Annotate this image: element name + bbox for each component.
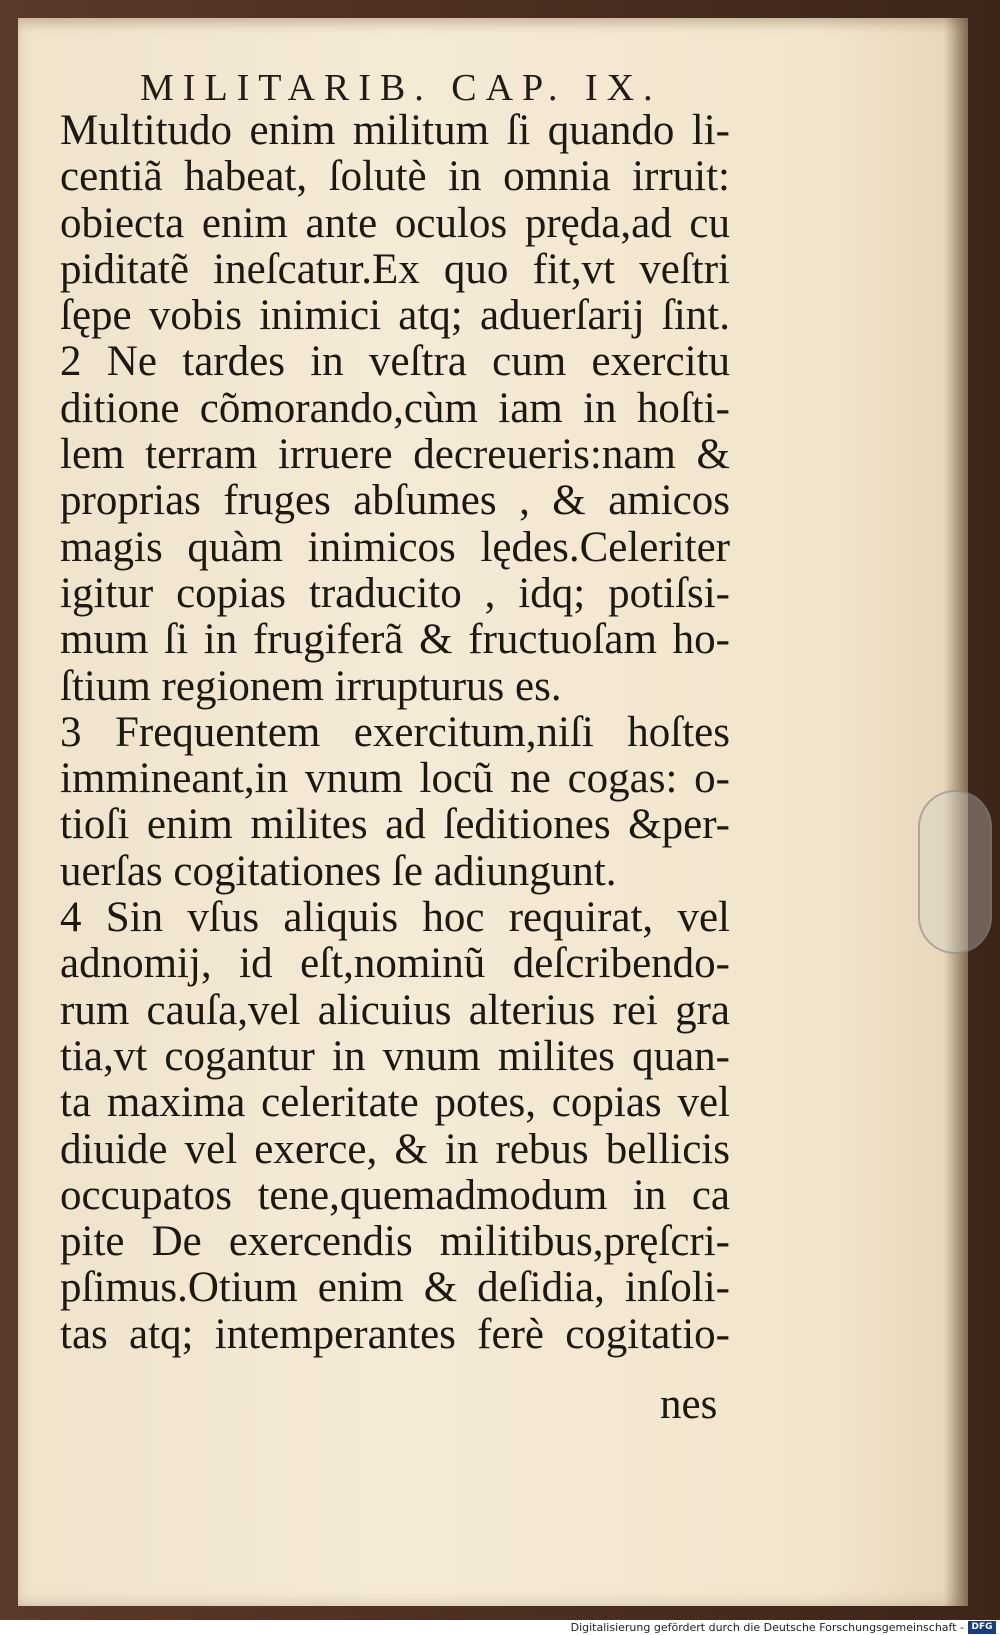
text-line: proprias fruges abſumes , & amicos xyxy=(60,478,730,525)
text-line: immineant,in vnum locũ ne cogas: o- xyxy=(60,756,730,803)
catchword: nes xyxy=(660,1381,718,1428)
text-line: centiã habeat, ſolutè in omnia irruit: xyxy=(60,154,730,201)
text-line: 2 Ne tardes in veſtra cum exercitu xyxy=(60,339,730,386)
dfg-logo: DFG xyxy=(968,1621,996,1634)
text-line: obiecta enim ante oculos pręda,ad cu xyxy=(60,200,730,247)
text-line: piditatẽ ineſcatur.Ex quo fit,vt veſtri xyxy=(60,246,730,293)
text-line: rum cauſa,vel alicuius alterius rei gra xyxy=(60,987,730,1034)
text-line: diuide vel exerce, & in rebus bellicis xyxy=(60,1126,730,1173)
text-line: 4 Sin vſus aliquis hoc requirat, vel xyxy=(60,895,730,942)
text-line: ditione cõmorando,cùm iam in hoſti- xyxy=(60,385,730,432)
text-line: tas atq; intemperantes ferè cogitatio- xyxy=(60,1311,730,1358)
footer-credit: Digitalisierung gefördert durch die Deutsche Forschungsgemeinschaft - xyxy=(570,1621,964,1634)
text-line: ta maxima celeritate potes, copias vel xyxy=(60,1080,730,1127)
text-line: adnomij, id eſt,nominũ deſcribendo- xyxy=(60,941,730,988)
text-line: ſtium regionem irrupturus es. xyxy=(60,663,562,710)
text-line: occupatos tene,quemadmodum in ca xyxy=(60,1172,730,1219)
text-line: ſępe vobis inimici atq; aduerſarij ſint. xyxy=(60,293,730,340)
running-head: MILITARIB. CAP. IX. xyxy=(140,67,662,109)
text-line: pite De exercendis militibus,pręſcri- xyxy=(60,1219,730,1266)
text-line: mum ſi in frugiferã & fructuoſam ho- xyxy=(60,617,730,664)
text-line: tioſi enim milites ad ſeditiones &per- xyxy=(60,802,730,849)
page-clip-mark xyxy=(918,790,992,954)
text-block xyxy=(60,108,730,1358)
text-line: igitur copias traducito , idq; potiſsi- xyxy=(60,570,730,617)
text-line: tia,vt cogantur in vnum milites quan- xyxy=(60,1033,730,1080)
text-line: pſimus.Otium enim & deſidia, inſoli- xyxy=(60,1265,730,1312)
text-line: uerſas cogitationes ſe adiungunt. xyxy=(60,848,617,895)
text-line: Multitudo enim militum ſi quando li- xyxy=(60,108,730,154)
text-line: magis quàm inimicos lędes.Celeriter xyxy=(60,524,730,571)
text-line: 3 Frequentem exercitum,niſi hoſtes xyxy=(60,709,730,756)
text-line: lem terram irruere decreueris:nam & xyxy=(60,432,730,479)
